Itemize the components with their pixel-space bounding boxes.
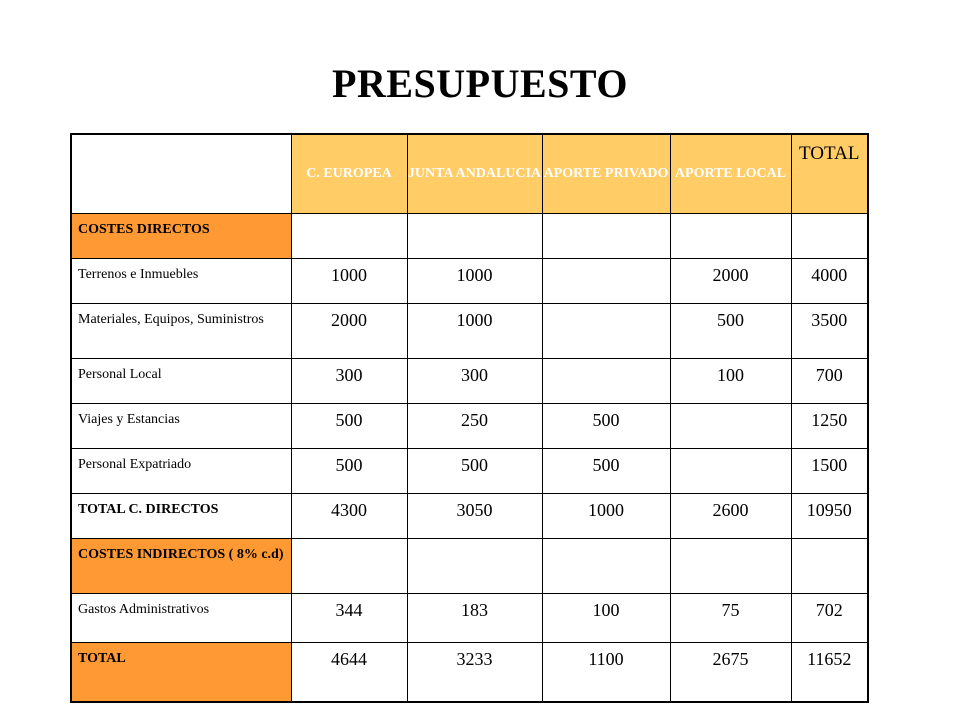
row-label-total: TOTAL xyxy=(71,643,291,703)
table-cell xyxy=(670,214,791,259)
row-label: Gastos Administrativos xyxy=(71,594,291,643)
header-aporte-local: APORTE LOCAL xyxy=(670,134,791,214)
table-cell xyxy=(542,304,670,359)
table-cell: 75 xyxy=(670,594,791,643)
table-cell xyxy=(670,449,791,494)
table-cell: 500 xyxy=(670,304,791,359)
table-cell xyxy=(542,214,670,259)
table-cell: 10950 xyxy=(791,494,868,539)
row-label: Personal Expatriado xyxy=(71,449,291,494)
table-row xyxy=(71,449,868,494)
row-label-total-directos: TOTAL C. DIRECTOS xyxy=(71,494,291,539)
table-cell: 4000 xyxy=(791,259,868,304)
header-c-europea: C. EUROPEA xyxy=(291,134,407,214)
table-cell: 2000 xyxy=(670,259,791,304)
budget-table xyxy=(70,133,869,703)
row-label: Terrenos e Inmuebles xyxy=(71,259,291,304)
table-cell: 3233 xyxy=(407,643,542,703)
header-row xyxy=(71,134,868,214)
table-row xyxy=(71,643,868,703)
table-cell: 4644 xyxy=(291,643,407,703)
table-cell: 300 xyxy=(291,359,407,404)
table-row xyxy=(71,494,868,539)
table-cell: 300 xyxy=(407,359,542,404)
table-cell: 1000 xyxy=(407,259,542,304)
table-cell: 2600 xyxy=(670,494,791,539)
table-cell xyxy=(670,539,791,594)
table-row xyxy=(71,594,868,643)
table-cell: 1000 xyxy=(542,494,670,539)
corner-cell xyxy=(71,134,291,214)
table-cell: 1500 xyxy=(791,449,868,494)
row-label: Personal Local xyxy=(71,359,291,404)
table-cell: 1000 xyxy=(407,304,542,359)
table-cell: 11652 xyxy=(791,643,868,703)
table-cell: 500 xyxy=(542,404,670,449)
section-label-costes-indirectos: COSTES INDIRECTOS ( 8% c.d) xyxy=(71,539,291,594)
table-cell: 183 xyxy=(407,594,542,643)
table-cell: 500 xyxy=(291,404,407,449)
row-label: Viajes y Estancias xyxy=(71,404,291,449)
table-cell: 250 xyxy=(407,404,542,449)
table-cell: 1000 xyxy=(291,259,407,304)
header-junta-andalucia: JUNTA ANDALUCIA xyxy=(407,134,542,214)
table-cell xyxy=(291,539,407,594)
section-label-costes-directos: COSTES DIRECTOS xyxy=(71,214,291,259)
table-cell xyxy=(670,404,791,449)
table-row xyxy=(71,539,868,594)
table-cell: 1250 xyxy=(791,404,868,449)
table-cell: 1100 xyxy=(542,643,670,703)
table-cell: 100 xyxy=(542,594,670,643)
header-aporte-privado: APORTE PRIVADO xyxy=(542,134,670,214)
table-row xyxy=(71,214,868,259)
row-label: Materiales, Equipos, Suministros xyxy=(71,304,291,359)
table-cell: 3500 xyxy=(791,304,868,359)
table-cell: 2675 xyxy=(670,643,791,703)
table-cell xyxy=(791,539,868,594)
table-row xyxy=(71,359,868,404)
table-cell: 700 xyxy=(791,359,868,404)
table-row xyxy=(71,404,868,449)
table-cell: 500 xyxy=(542,449,670,494)
table-cell: 100 xyxy=(670,359,791,404)
table-cell: 500 xyxy=(407,449,542,494)
table-cell: 344 xyxy=(291,594,407,643)
table-cell: 2000 xyxy=(291,304,407,359)
table-cell: 500 xyxy=(291,449,407,494)
table-cell xyxy=(542,359,670,404)
table-cell xyxy=(407,214,542,259)
table-cell xyxy=(542,539,670,594)
page-title: PRESUPUESTO xyxy=(332,61,628,106)
table-cell xyxy=(291,214,407,259)
table-cell xyxy=(791,214,868,259)
header-total: TOTAL xyxy=(791,134,868,214)
table-row xyxy=(71,259,868,304)
table-cell xyxy=(542,259,670,304)
table-cell: 702 xyxy=(791,594,868,643)
table-cell: 4300 xyxy=(291,494,407,539)
table-cell: 3050 xyxy=(407,494,542,539)
table-row xyxy=(71,304,868,359)
table-cell xyxy=(407,539,542,594)
